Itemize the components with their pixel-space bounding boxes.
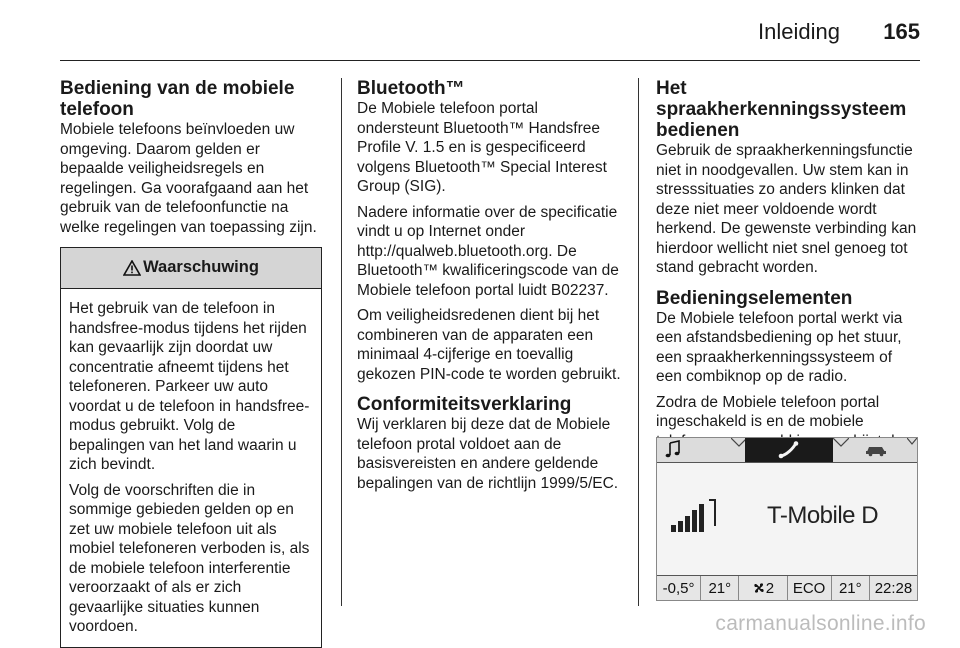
car-icon (865, 443, 887, 457)
warning-paragraph-2: Volg de voorschriften die in sommige gebieden gelden op en zet uw mobiele telefoon uit als mobiel telefoneren verboden is, als de mobiele telefoon interferentie veroorzaakt of als er zich gevaarlijke situaties kunnen voordoen. (69, 481, 310, 635)
tab-car (833, 438, 917, 462)
watermark-text: carmanualsonline.info (715, 612, 926, 635)
tab-separator-icon (907, 438, 917, 448)
section-heading-voice-recognition: Het spraakherkenningssysteem bedienen (656, 78, 907, 141)
conformity-paragraph: Wij verklaren bij deze dat de Mobiele telefoon protal voldoet aan de basisvereisten en andere geldende bepalingen van de richtlijn 1999/5/EC. (357, 416, 619, 492)
tab-separator-icon (833, 438, 849, 448)
bluetooth-paragraph-1: De Mobiele telefoon portal ondersteunt Bluetooth™ Handsfree Profile V. 1.5 en is gespecificeerd volgens Bluetooth™ Special Interest Group (SIG). (357, 100, 607, 195)
infotainment-display (656, 437, 918, 601)
climate-mode: ECO (788, 576, 832, 600)
warning-title: Waarschuwing (143, 258, 259, 277)
header-title: Inleiding (758, 19, 840, 44)
clock: 22:28 (874, 579, 913, 597)
column-divider-2 (638, 78, 639, 606)
warning-triangle-icon (123, 260, 141, 276)
column-right (656, 78, 920, 477)
display-tab-bar (657, 438, 917, 463)
fan-icon (752, 581, 766, 595)
tab-music (657, 438, 745, 462)
fan-level: 2 (765, 579, 775, 597)
warning-paragraph-1: Het gebruik van de telefoon in handsfree-modus tijdens het rijden kan gevaarlijk zijn doordat uw concentratie afneemt tijdens het telefoneren. Parkeer uw auto voordat u de telefoon in handsfree-modus gebruikt. Volg de bepalingen van het land waarin u zich bevindt. (69, 300, 310, 473)
page-header (0, 0, 960, 60)
section-heading-controls: Bedieningselementen (656, 287, 853, 309)
column-middle (357, 78, 623, 499)
outside-temperature: -0,5° (657, 576, 701, 600)
column-left (60, 78, 322, 648)
warning-header (61, 248, 321, 289)
fan-status (739, 576, 787, 600)
column-divider-1 (341, 78, 342, 606)
controls-paragraph-2: Zodra de Mobiele telefoon portal ingeschakeld is en de mobiele (656, 393, 880, 430)
intro-paragraph: Mobiele telefoons beïnvloeden uw omgeving. Daarom gelden er bepaalde veiligheidsregels en regelingen. Ga voorafgaand aan het gebruik van de telefoonfunctie na welke regelingen van toepassing zijn. (60, 121, 317, 236)
temperature-left: 21° (701, 576, 739, 600)
bluetooth-paragraph-2: Nadere informatie over de specificatie vindt u op Internet onder http://qualweb.bluetooth.org. De Bluetooth™ kwalificeringscode van de Mobiele telefoon portal luidt B02237. (357, 203, 619, 299)
signal-strength-icon (671, 498, 731, 538)
network-operator: T-Mobile D (767, 502, 879, 529)
section-heading-conformity: Conformiteitsverklaring (357, 394, 572, 415)
controls-paragraph-1: De Mobiele telefoon portal werkt via een afstandsbediening op het stuur, een spraakherkenningssysteem of een combiknop op de radio. (656, 309, 903, 385)
temperature-right: 21° (832, 576, 870, 600)
page-number: 165 (883, 19, 920, 44)
warning-body (61, 289, 321, 647)
tab-phone (745, 438, 833, 462)
warning-box (60, 247, 322, 648)
bluetooth-paragraph-3: Om veiligheidsredenen dient bij het combineren van de apparaten een minimaal 4-cijferige en toevallig gekozen PIN-code te worden gebruikt. (357, 307, 621, 383)
header-rule (60, 60, 920, 61)
section-heading-bluetooth: Bluetooth™ (357, 78, 465, 99)
music-note-icon (663, 440, 683, 460)
voice-paragraph: Gebruik de spraakherkenningsfunctie niet in noodgevallen. Uw stem kan in stresssituaties zo anders klinken dat deze niet meer voldoende wordt herkend. De gewenste verbinding kan hierdoor wellicht niet snel genoeg tot stand gebracht worden. (656, 142, 917, 276)
climate-status-bar (657, 575, 917, 600)
phone-handset-icon (778, 441, 800, 459)
section-heading-mobile-phone: Bediening van de mobiele telefoon (60, 78, 295, 120)
